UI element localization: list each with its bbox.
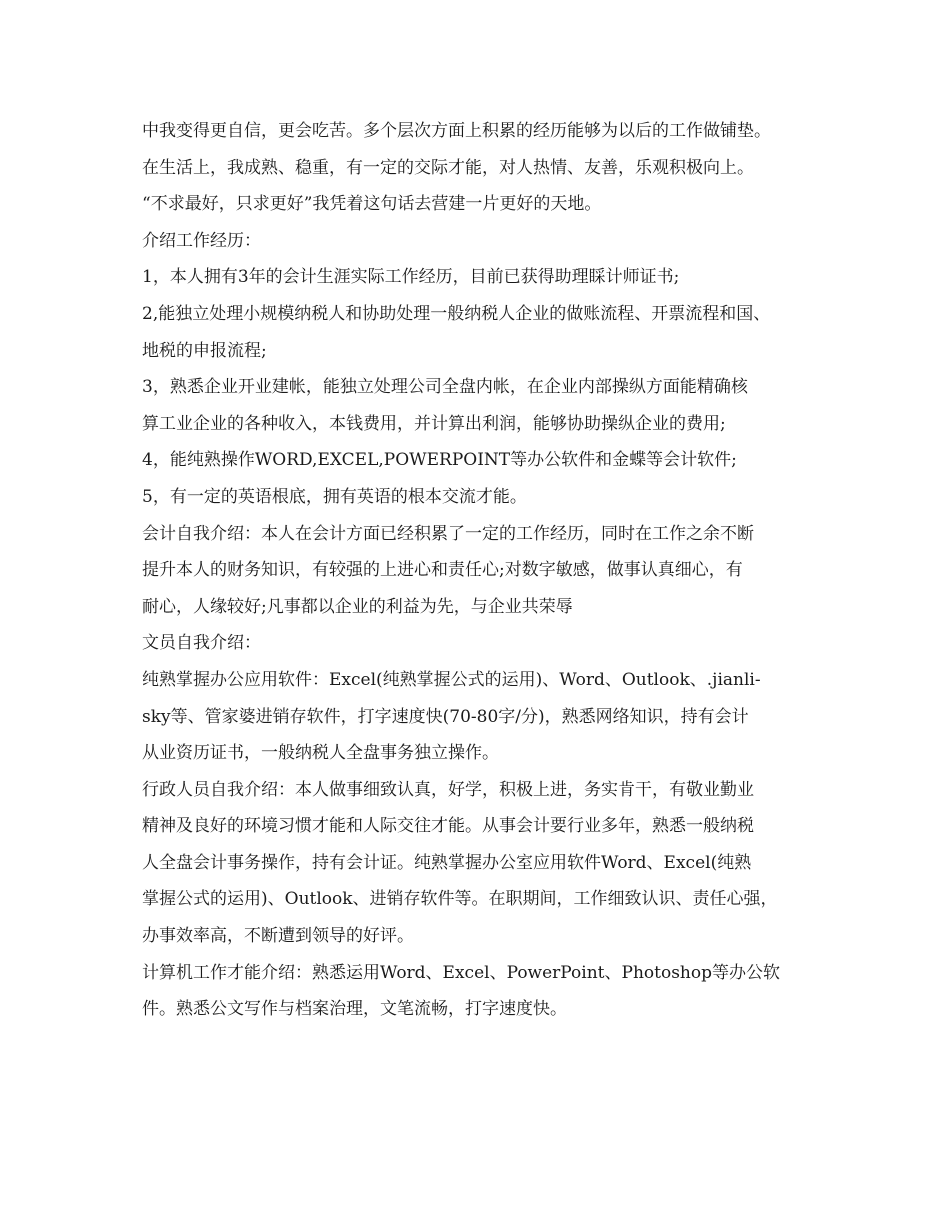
text-line: 提升本人的财务知识，有较强的上进心和责任心;对数字敏感，做事认真细心，有: [142, 560, 743, 581]
list-item: 2,能独立处理小规模纳税人和协助处理一般纳税人企业的做账流程、开票流程和国、: [142, 303, 771, 324]
list-item: 3，熟悉企业开业建帐，能独立处理公司全盘内帐，在企业内部操纵方面能精确核: [142, 377, 748, 398]
section-heading-work-experience: 介绍工作经历：: [142, 230, 261, 251]
text-line: 行政人员自我介绍：本人做事细致认真，好学，积极上进，务实肯干，有敬业勤业: [142, 779, 754, 800]
list-item: 1，本人拥有3年的会计生涯实际工作经历，目前已获得助理睬计师证书;: [142, 267, 680, 288]
text-line: 在生活上，我成熟、稳重，有一定的交际才能，对人热情、友善，乐观积极向上。: [142, 157, 754, 178]
text-line: 精神及良好的环境习惯才能和人际交往才能。从事会计要行业多年，熟悉一般纳税: [142, 816, 754, 837]
list-item-continuation: 地税的申报流程;: [142, 340, 267, 361]
document-body: [142, 113, 842, 1028]
text-line: 从业资历证书，一般纳税人全盘事务独立操作。: [142, 743, 499, 764]
text-line: 会计自我介绍：本人在会计方面已经积累了一定的工作经历，同时在工作之余不断: [142, 523, 754, 544]
text-line: sky等、管家婆进销存软件，打字速度快(70-80字/分)，熟悉网络知识，持有会计: [142, 706, 749, 727]
section-heading-clerk: 文员自我介绍：: [142, 633, 261, 654]
text-line: 掌握公式的运用)、Outlook、进销存软件等。在职期间，工作细致认识、责任心强，: [142, 889, 778, 910]
text-line: 纯熟掌握办公应用软件：Excel(纯熟掌握公式的运用)、Word、Outlook、.jianli-: [142, 669, 761, 690]
list-item: 4，能纯熟操作WORD,EXCEL,POWERPOINT等办公软件和金蝶等会计软件;: [142, 450, 737, 471]
list-item: 5，有一定的英语根底，拥有英语的根本交流才能。: [142, 486, 527, 507]
text-line: 办事效率高，不断遭到领导的好评。: [142, 926, 414, 947]
list-item-continuation: 算工业企业的各种收入，本钱费用，并计算出利润，能够协助操纵企业的费用;: [142, 413, 726, 434]
text-line: 人全盘会计事务操作，持有会计证。纯熟掌握办公室应用软件Word、Excel(纯熟: [142, 852, 752, 873]
text-line: 中我变得更自信，更会吃苦。多个层次方面上积累的经历能够为以后的工作做铺垫。: [142, 121, 771, 141]
text-line: 件。熟悉公文写作与档案治理，文笔流畅，打字速度快。: [142, 999, 567, 1020]
text-line: 计算机工作才能介绍：熟悉运用Word、Excel、PowerPoint、Photoshop等办公软: [142, 962, 780, 983]
text-line: 耐心，人缘较好;凡事都以企业的利益为先，与企业共荣辱: [142, 596, 573, 617]
text-line: “不求最好，只求更好”我凭着这句话去营建一片更好的天地。: [142, 194, 602, 215]
